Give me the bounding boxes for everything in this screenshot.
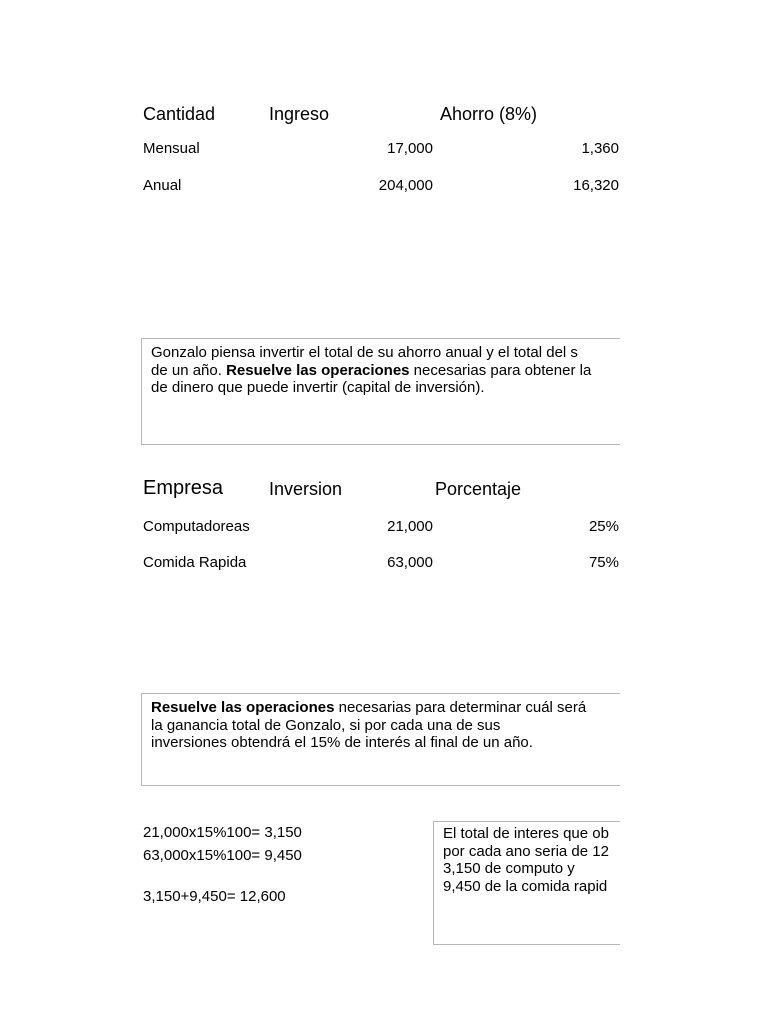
answer-line4: 9,450 de la comida rapid [443,877,608,895]
interest-answer-box [433,821,620,945]
prompt1-line2-post: necesarias para obtener la [409,361,592,379]
row-label-comida-rapida: Comida Rapida [143,554,247,571]
header-inversion: Inversion [269,479,343,499]
header-empresa: Empresa [143,477,224,499]
cell-porcentaje-computadoreas: 25% [588,518,619,535]
answer-line1: El total de interes que ob [443,825,609,842]
calc-line-2: 63,000x15%100= 9,450 [143,847,302,864]
row-label-computadoreas: Computadoreas [143,518,250,535]
prompt2-line3: inversiones obtendrá el 15% de interés al final de un año. [151,734,533,751]
answer-line3: 3,150 de computo y [443,860,575,877]
header-ahorro: Ahorro (8%) [440,104,538,124]
cell-ahorro-mensual: 1,360 [581,140,619,157]
answer-line2: por cada ano seria de 12 [443,842,609,860]
prompt1-line1: Gonzalo piensa invertir el total de su ahorro anual y el total del s [151,344,578,361]
prompt1-line3: de dinero que puede invertir (capital de inversión). [151,379,485,396]
header-cantidad: Cantidad [143,104,216,124]
prompt1-line2 [151,362,620,380]
prompt2-line1-bold: Resuelve las operaciones [151,699,335,716]
calc-line-3: 3,150+9,450= 12,600 [143,888,286,905]
calc-line-1: 21,000x15%100= 3,150 [143,824,302,841]
cell-inversion-computadoreas: 21,000 [387,518,433,535]
header-porcentaje: Porcentaje [435,479,522,499]
interest-prompt-box [141,693,620,786]
prompt1-line2-pre: de un año. [151,361,227,379]
prompt2-line2: la ganancia total de Gonzalo, si por cada una de sus [151,716,501,734]
investment-prompt-box [141,338,620,445]
row-label-anual: Anual [143,177,182,194]
prompt2-line1-post: necesarias para determinar cuál será [334,699,587,716]
cell-ingreso-mensual: 17,000 [387,140,433,157]
cell-inversion-comida-rapida: 63,000 [387,554,433,571]
prompt2-line1 [151,699,620,717]
row-label-mensual: Mensual [143,140,200,157]
prompt1-line2-bold: Resuelve las operaciones [226,361,410,379]
cell-ahorro-anual: 16,320 [573,177,619,194]
cell-porcentaje-comida-rapida: 75% [588,554,619,571]
cell-ingreso-anual: 204,000 [378,177,433,194]
header-ingreso: Ingreso [269,104,330,124]
